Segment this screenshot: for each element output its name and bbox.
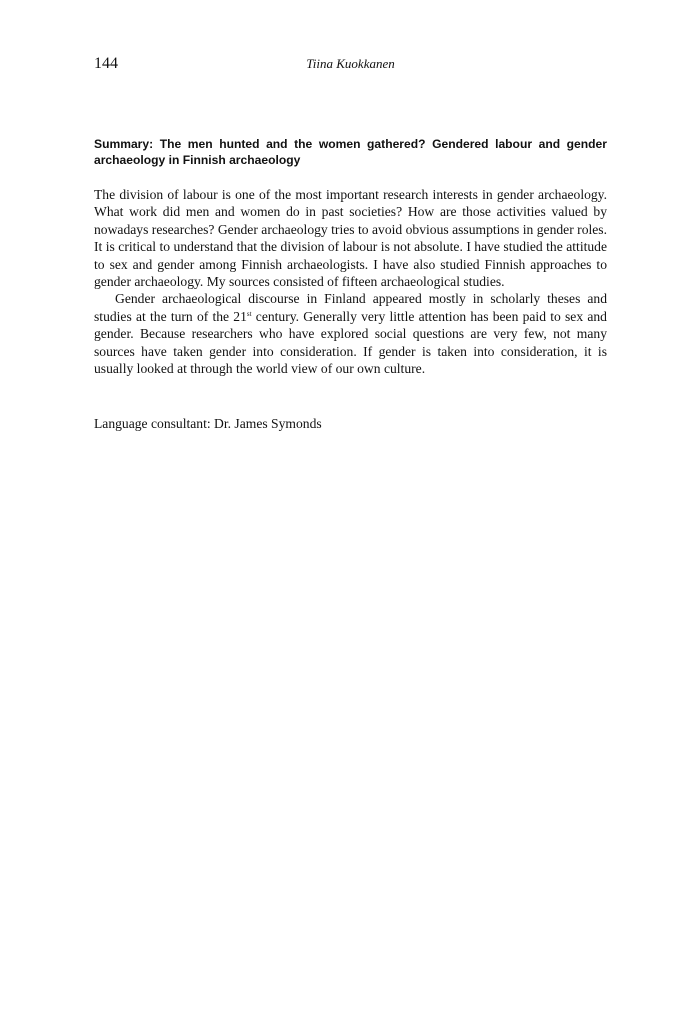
page-header: [94, 54, 607, 74]
language-consultant-note: Language consultant: Dr. James Symonds: [94, 416, 322, 431]
page-number: 144: [94, 55, 118, 72]
summary-body: [94, 186, 607, 377]
summary-paragraph-1: The division of labour is one of the most important research interests in gender archaeology. What work did men and women do in past societies? How are those activities valued by nowadays researches? Gender archaeology tries to avoid obvious assumptions in gender roles. It is critical to understand that the division of labour is not absolute. I have studied the attitude to sex and gender among Finnish archaeologists. I have also studied Finnish approaches to gender archaeology. My sources consisted of fifteen archaeological studies.: [94, 187, 607, 290]
paragraph-2-text-start: Gender archaeological discourse in Finland appeared mostly in scholarly theses and studies at the turn of the 21: [94, 291, 607, 324]
ordinal-superscript: st: [246, 309, 252, 318]
summary-paragraph-2: [94, 290, 607, 377]
paragraph-2-text-end: century. Generally very little attention has been paid to sex and gender. Because researchers who have explored social questions are very few, not many sources have taken gender into consideration. If gender is taken into consideration, it is usually looked at through the world view of our own culture.: [94, 308, 607, 377]
summary-heading: Summary: The men hunted and the women gathered? Gendered labour and gender archaeology in Finnish archaeology: [94, 137, 607, 167]
running-header-author: Tiina Kuokkanen: [306, 56, 395, 71]
